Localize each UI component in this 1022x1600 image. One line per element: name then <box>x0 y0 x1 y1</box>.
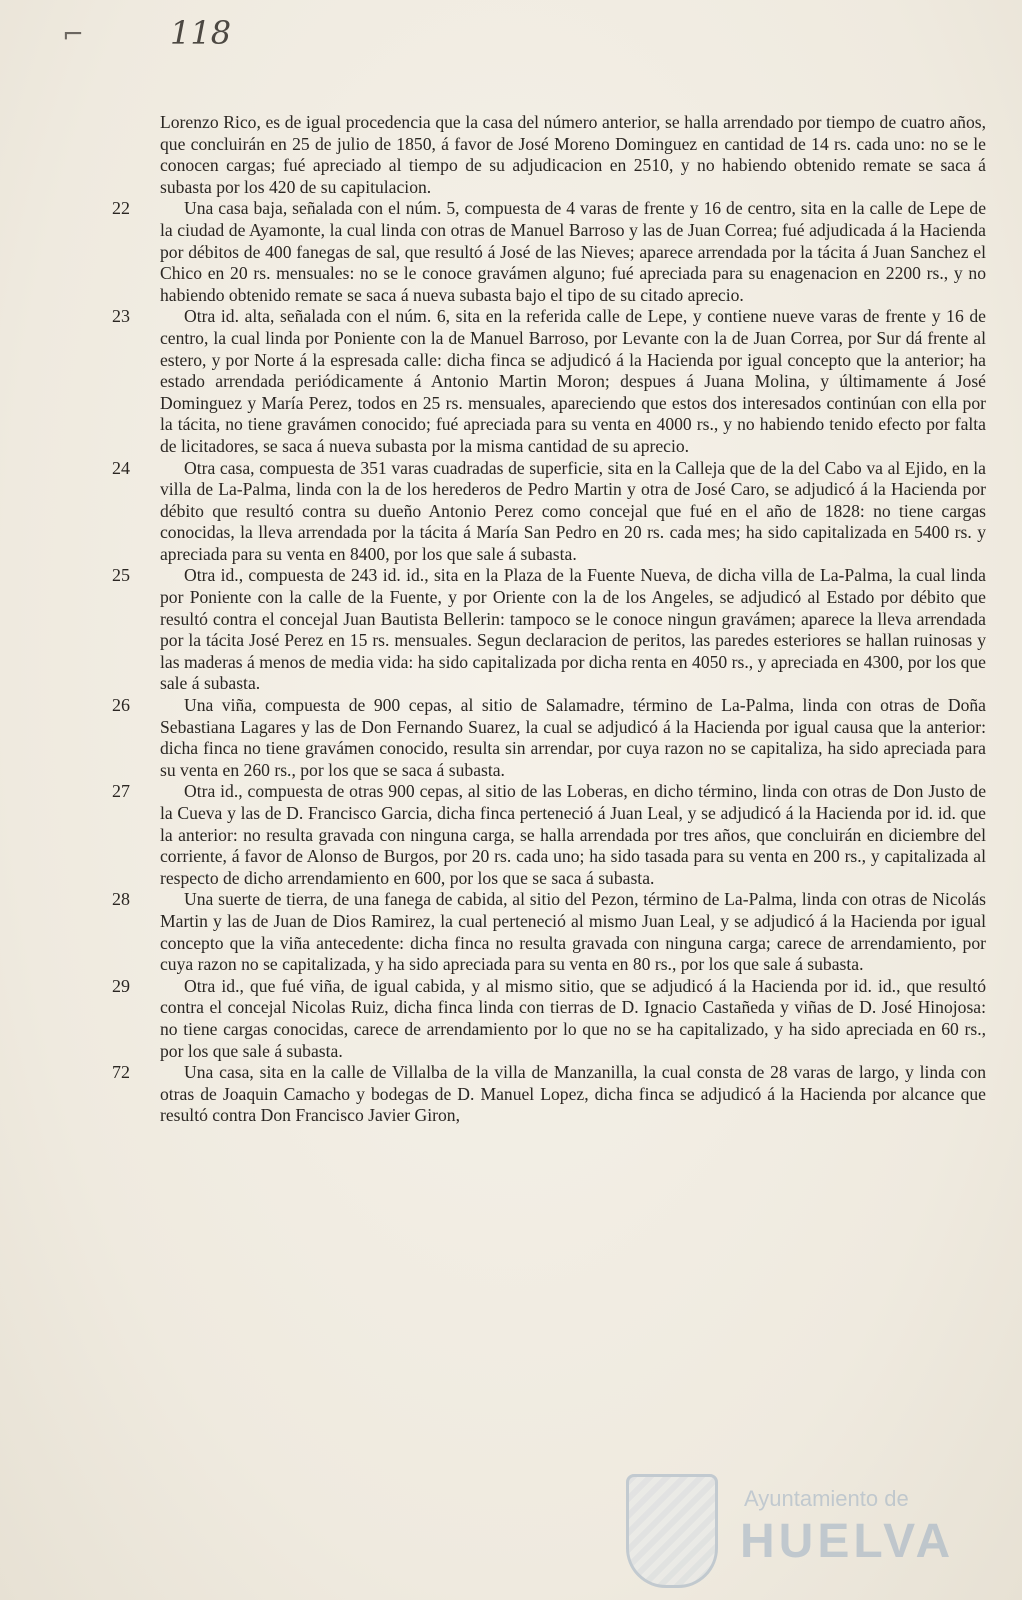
entry-number: 72 <box>112 1062 130 1083</box>
archive-watermark <box>616 1470 1016 1590</box>
entry-number: 28 <box>112 889 130 910</box>
entry-27 <box>112 781 986 889</box>
entry-number: 27 <box>112 781 130 802</box>
entry-25 <box>112 565 986 695</box>
entry-24 <box>112 457 986 566</box>
watermark-line1: Ayuntamiento de <box>744 1486 909 1511</box>
entry-number: 22 <box>112 198 130 219</box>
document-body <box>112 112 986 1127</box>
city-shield-icon <box>626 1474 718 1588</box>
entry-text: Lorenzo Rico, es de igual procedencia que la casa del número anterior, se halla arrendado por tiempo de cuatro años, que concluirán en 25 de julio de 1850, á favor de José Moreno Dominguez en cantidad de 14 rs. cada uno: no se le conocen cargas; fué apreciado al tiempo de su adjudicacion en 2510, y no habiendo obtenido remate se saca á subasta por los 420 de su capitulacion. <box>160 112 986 197</box>
entry-29 <box>112 975 986 1062</box>
entry-text: Otra id. alta, señalada con el núm. 6, sita en la referida calle de Lepe, y contiene nueve varas de frente y 16 de centro, la cual linda por Poniente con la de Manuel Barroso, por Levante con la de Juan Correa, por Sur dá frente al estero, y por Norte á la espresada calle: dicha finca se adjudicó á la Hacienda por igual concepto que la anterior; ha estado arrendada periódicamente á Antonio Martin Moron; despues á Juana Molina, y últimamente á José Dominguez y María Perez, todos en 25 rs. mensuales, apareciendo que estos dos interesados continúan con ella por la tácita, no tiene gravámen conocido; fué apreciada para su venta en 4000 rs., y no habiendo tenido efecto por falta de licitadores, se saca á nueva subasta por la misma cantidad de su aprecio. <box>160 306 986 456</box>
entry-text: Otra id., compuesta de 243 id. id., sita en la Plaza de la Fuente Nueva, de dicha villa de La-Palma, la cual linda por Poniente con la calle de la Fuente, y por Oriente con la de los Angeles, se adjudicó al Estado por débito que resultó contra el concejal Juan Bautista Bellerin: tampoco se le conoce ningun gravámen; aparece la lleva arrendada por la tácita José Perez en 15 rs. mensuales. Segun declaracion de peritos, las paredes esteriores se hallan ruinosas y las maderas á menos de media vida: ha sido capitalizada por dicha renta en 4050 rs., y apreciada en 4300, por los que sale á subasta. <box>160 565 986 694</box>
watermark-line2: HUELVA <box>740 1515 955 1568</box>
entry-22 <box>112 198 986 306</box>
entry-26 <box>112 695 986 781</box>
entry-text: Una suerte de tierra, de una fanega de cabida, al sitio del Pezon, término de La-Palma, linda con otras de Nicolás Martin y las de Juan de Dios Ramirez, la cual perteneció al mismo Juan Leal, y se adjudicó á la Hacienda por igual concepto que la viña antecedente: dicha finca no resulta gravada con ninguna carga; carece de arrendamiento, por cuya razon no se capitalizada, y ha sido apreciada para su venta en 80 rs., por los que sale á subasta. <box>160 889 986 975</box>
entry-text: Otra id., compuesta de otras 900 cepas, al sitio de las Loberas, en dicho término, linda con otras de Don Justo de la Cueva y las de D. Francisco Garcia, dicha finca perteneció á Juan Leal, y se adjudicó á la Hacienda por id. id. que la anterior: no resulta gravada con ninguna carga, se halla arrendada por tres años, que concluirán en diciembre del corriente, á favor de Alonso de Burgos, por 20 rs. cada uno; ha sido tasada para su venta en 200 rs., y capitalizada al respecto de dicho arrendamiento en 600, por los que se saca á subasta. <box>160 781 986 888</box>
entry-number: 23 <box>112 306 130 327</box>
entry-text: Otra casa, compuesta de 351 varas cuadradas de superficie, sita en la Calleja que de la del Cabo va al Ejido, en la villa de La-Palma, linda con la de los herederos de Pedro Martin y otra de José Caro, se adjudicó á la Hacienda por débito que resultó contra su dueño Antonio Perez como concejal que fué en el año de 1828: no tiene cargas conocidas, la lleva arrendada por la tácita á María San Pedro en 20 rs. cada mes; ha sido capitalizada en 5400 rs. y apreciada para su venta en 8400, por los que sale á subasta. <box>160 457 986 564</box>
entry-number: 25 <box>112 565 130 586</box>
entry-text: Una casa, sita en la calle de Villalba de la villa de Manzanilla, la cual consta de 28 varas de largo, y linda con otras de Joaquin Camacho y bodegas de D. Manuel Lopez, dicha finca se adjudicó á la Hacienda por alcance que resultó contra Don Francisco Javier Giron, <box>160 1062 986 1126</box>
entry-text: Otra id., que fué viña, de igual cabida, y al mismo sitio, que se adjudicó á la Hacienda por id. id., que resultó contra el concejal Nicolas Ruiz, dicha finca linda con tierras de D. Ignacio Castañeda y viñas de D. José Hinojosa: no tiene cargas conocidas, carece de arrendamiento por lo que no se ha capitalizado, y ha sido apreciada en 60 rs., por los que sale á subasta. <box>160 975 986 1061</box>
folio-number: 118 <box>170 14 232 52</box>
entry-text: Una viña, compuesta de 900 cepas, al sitio de Salamadre, término de La-Palma, linda con otras de Doña Sebastiana Lagares y las de Don Fernando Suarez, la cual se adjudicó á la Hacienda por igual causa que la anterior: dicha finca no tiene gravámen conocido, resulta sin arrendar, por cuya razon no se capitaliza, ha sido apreciada para su venta en 260 rs., por los que se saca á subasta. <box>160 695 986 780</box>
entry-23 <box>112 306 986 457</box>
entry-continuation <box>160 112 986 198</box>
entry-number: 24 <box>112 457 130 478</box>
margin-mark: ⌐ <box>62 20 84 50</box>
entry-28 <box>112 889 986 975</box>
entry-number: 26 <box>112 695 130 716</box>
entry-number: 29 <box>112 975 130 996</box>
entry-text: Una casa baja, señalada con el núm. 5, compuesta de 4 varas de frente y 16 de centro, sita en la calle de Lepe de la ciudad de Ayamonte, la cual linda con otras de Manuel Barroso y las de Juan Correa; fué adjudicada á la Hacienda por débitos de 400 fanegas de sal, que resultó á José de las Nieves; aparece arrendada por la tácita á Juan Sanchez el Chico en 20 rs. mensuales: no se le conoce gravámen alguno; fué apreciada para su enagenacion en 2200 rs., y no habiendo obtenido remate se saca á nueva subasta bajo el tipo de su citado aprecio. <box>160 198 986 305</box>
entry-72 <box>112 1062 986 1127</box>
